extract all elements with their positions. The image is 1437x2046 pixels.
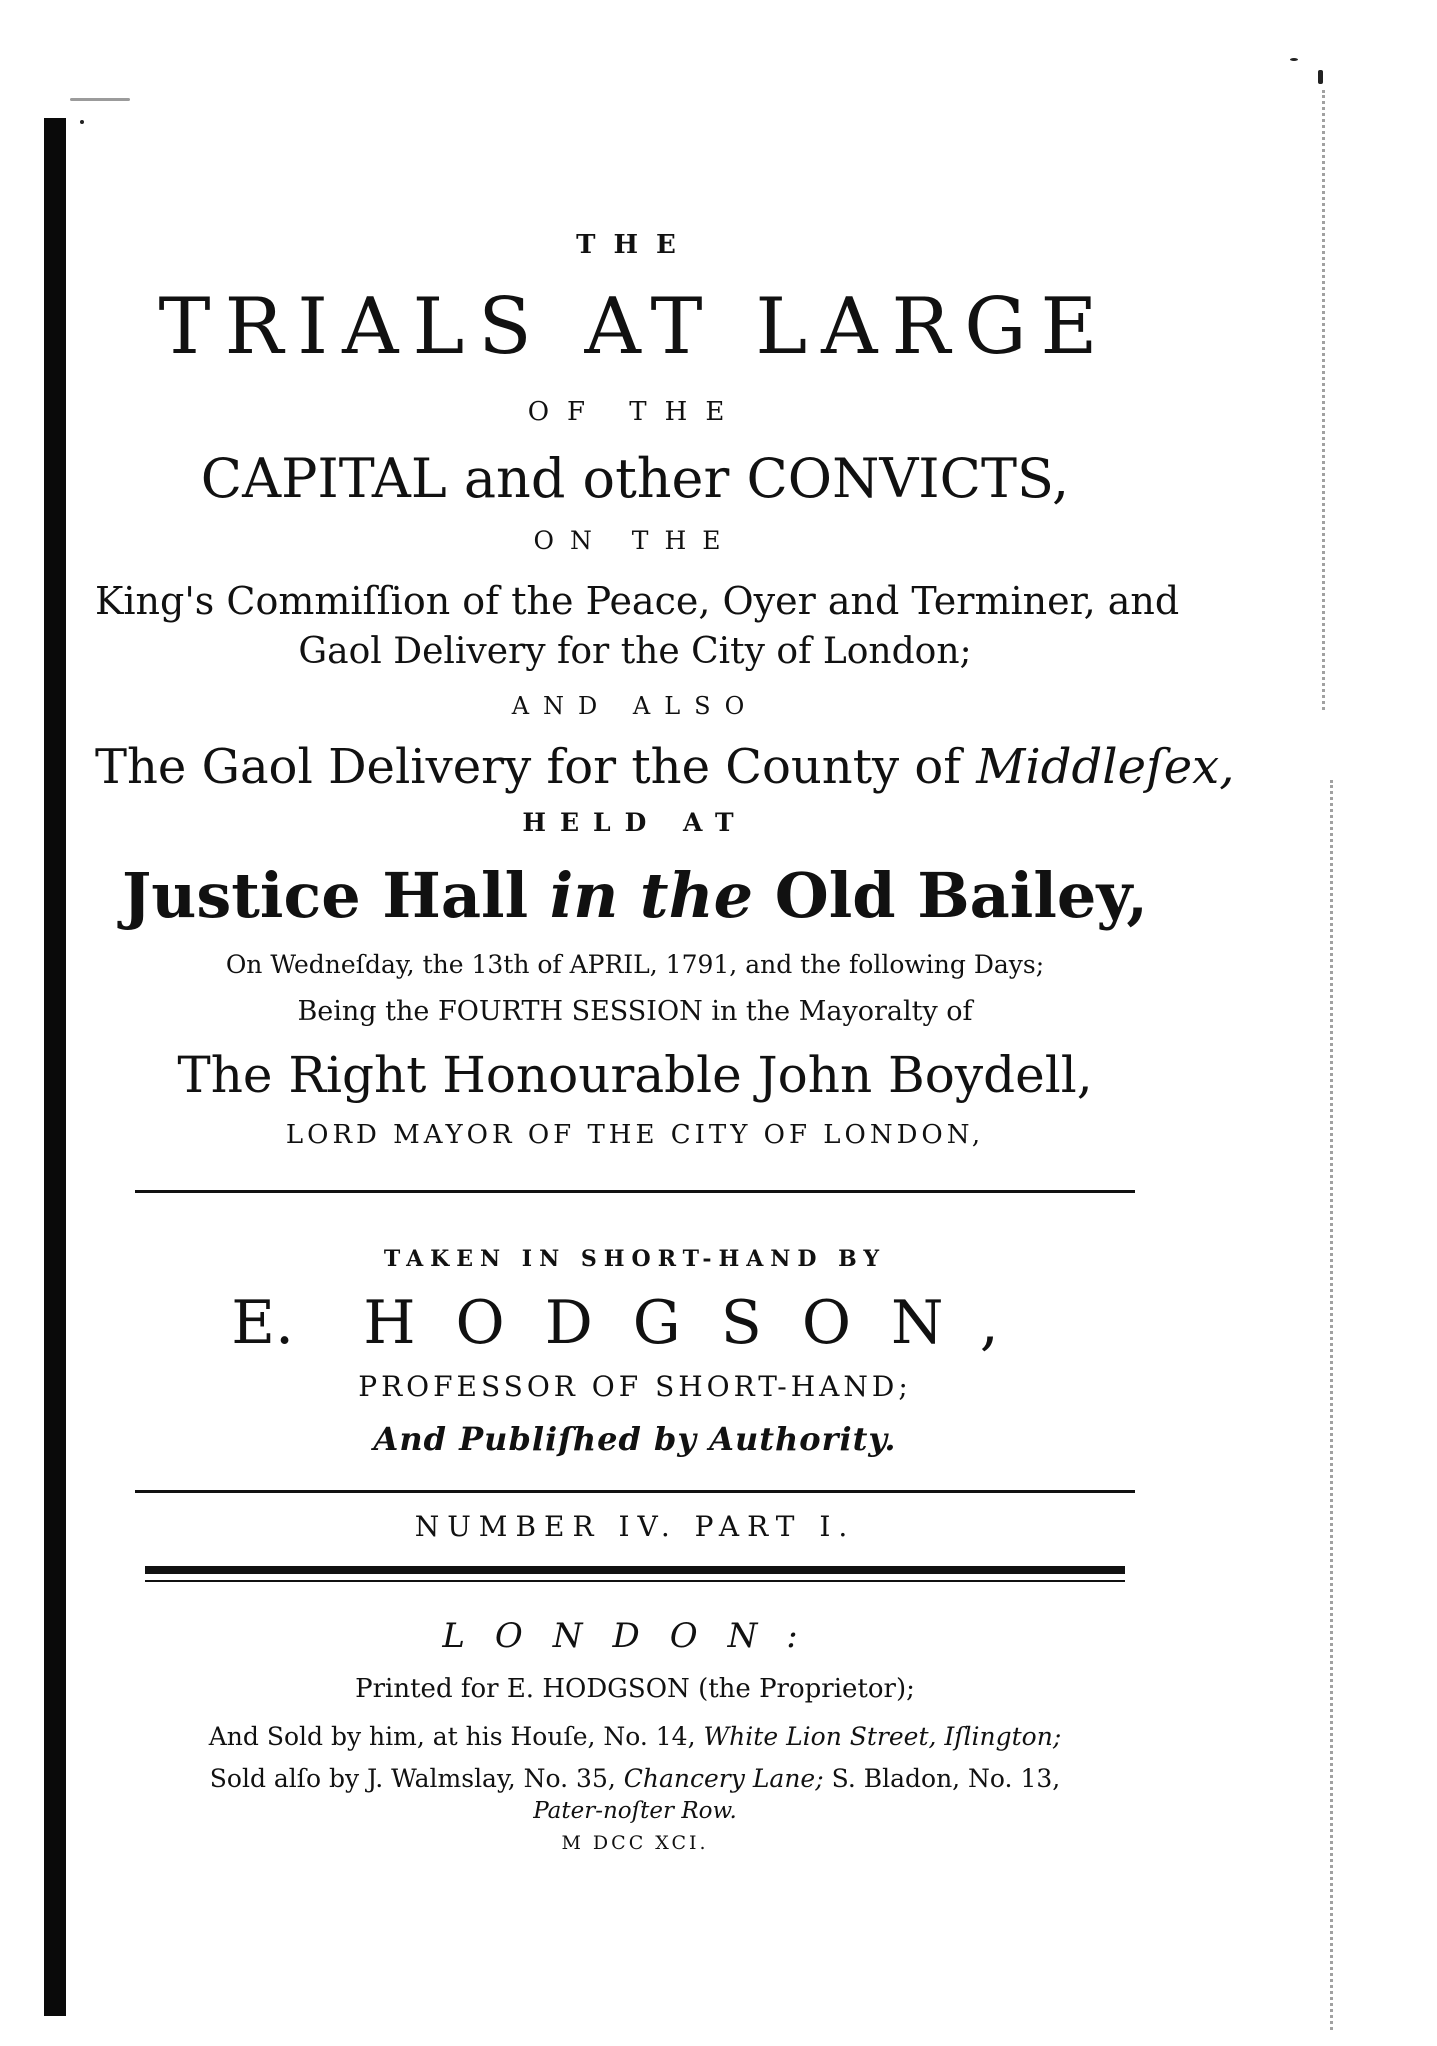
sold-by-line-2 [95,1762,1175,1796]
chancery-lane: Chancery Lane; [623,1764,824,1793]
pater-noster-row: Pater-noſter Row. [533,1798,737,1824]
old-bailey-text: Old Bailey, [774,859,1149,932]
printed-for-line: Printed for E. HODGSON (the Proprietor); [355,1674,915,1704]
taken-line: TAKEN IN SHORT-HAND BY [383,1246,887,1272]
author-initial: E. [231,1288,295,1358]
the-heading: THE [576,230,694,260]
in-the-text: in the [549,859,754,932]
mayor-name-line: The Right Honourable John Boydell, [177,1046,1093,1104]
margin-dots [1330,780,1336,2030]
professor-line: PROFESSOR OF SHORT-HAND; [358,1370,912,1403]
imprint-city: LONDON: [442,1616,828,1656]
middlesex-county: Middleſex, [976,739,1235,795]
on-the-heading: ON THE [533,526,737,555]
margin-dots [1322,90,1328,710]
scan-speck [1290,58,1298,61]
justice-hall-text: Justice Hall [121,859,529,932]
double-rule-thin [145,1580,1125,1582]
number-part-line: NUMBER IV. PART I. [414,1510,856,1543]
held-at-heading: HELD AT [522,808,748,837]
double-rule-thick [145,1566,1125,1574]
main-title: TRIALS AT LARGE [158,282,1112,372]
scan-speck [70,98,130,101]
commission-line-1: King's Commiſſion of the Peace, Oyer and Terminer, and [95,579,1180,623]
scan-speck [1318,70,1323,84]
author-line [95,1288,1175,1358]
sold-by-line-1 [95,1720,1175,1754]
justice-hall-line [95,860,1175,932]
author-surname: HODGSON, [363,1288,1039,1358]
session-line: Being the FOURTH SESSION in the Mayoralty of [297,996,973,1027]
middlesex-line [95,738,1235,796]
published-by-authority: And Publiſhed by Authority. [373,1420,897,1458]
bladon-address: S. Bladon, No. 13, [831,1764,1061,1793]
binding-spine [44,118,66,2016]
sold-by-street: White Lion Street, Iſlington; [703,1722,1062,1751]
middlesex-prefix: The Gaol Delivery for the County of [95,739,962,795]
mayor-title-line: LORD MAYOR OF THE CITY OF LONDON, [285,1120,985,1150]
divider-rule-1 [135,1190,1135,1193]
commission-line-2: Gaol Delivery for the City of London; [298,631,972,672]
imprint-year: M DCC XCI. [561,1832,709,1854]
and-also-heading: AND ALSO [511,692,759,720]
of-the-heading: OF THE [527,397,743,427]
sold-also-walmslay: Sold alſo by J. Walmslay, No. 35, [209,1764,616,1793]
sold-by-address: And Sold by him, at his Houſe, No. 14, [208,1722,696,1751]
divider-rule-2 [135,1490,1135,1493]
date-line: On Wedneſday, the 13th of APRIL, 1791, and the following Days; [225,950,1045,979]
scan-speck [80,120,84,124]
capital-convicts-line: CAPITAL and other CONVICTS, [200,447,1070,510]
